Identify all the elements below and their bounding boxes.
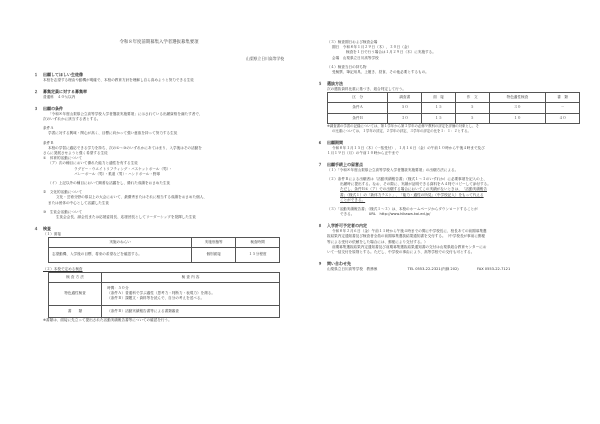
application-period: 令和８年１月１５日（木）（一括受付）、１月１６日（金）の午前１０時から午後４時まで及び: [332, 145, 485, 150]
selection-note-2: の比重については、１学年の評定、２学年の評定、３学年の評定の比を１：１：２とする。: [332, 128, 471, 133]
selection-intro: 次の選抜資料比重に基づき、総合判定して行う。: [327, 87, 406, 92]
section-4-heading: ４ 検査: [34, 226, 51, 232]
section-9-heading: ９ 問い合わせ先: [318, 261, 351, 267]
left-column: [34, 66, 284, 323]
table-row: 条件Ａ ５０ １５ ５ ３０ －: [328, 103, 580, 113]
section-1-heading: １ 出願してほしい生徒像: [34, 72, 83, 77]
condition-b-body: 本校の学習に適応できる学力を持ち、次の①～③のいずれかにあてはまり、入学後はその活動を: [48, 145, 202, 150]
table-row: 条件Ｂ ３０ １５ ５ １０ ４０: [328, 113, 580, 123]
venue-label: 会場: [332, 55, 340, 60]
contact-line: [318, 267, 586, 272]
procedure-item-2: （２）条件Ｂによる出願者は「活動実績報告書」（様式１～３のいずれか）に必要事項を記入の上、: [327, 176, 487, 181]
school-url-link[interactable]: http://www.hikawa.kai.ed.jp/: [379, 212, 431, 217]
section-6-heading: ６ 出願期間: [318, 139, 343, 145]
table-header: 検 査 方 法: [49, 272, 102, 282]
document-title: 令和８年度前期募集入学者選抜募集要項: [119, 40, 199, 45]
date-value: 令和８年１月２９日（木）、３０日（金）: [342, 45, 412, 50]
sports-list-1: ラグビー・ウエイトリフティング・バスケットボール（男）・: [74, 166, 173, 171]
selection-weight-table: 区 分 調査書 面 接 作 文 特色適性検査 書 類 条件Ａ ５０ １５ ５ ３０ － 条件Ｂ ３０ １５ ５ １０ ４０: [327, 92, 580, 124]
belongings-subheading: （４）検査当日の持ち物: [327, 64, 367, 69]
condition-b-body-2: さらに発展させようと強く希望する生徒: [43, 151, 108, 156]
table-row: 特色適性検査 時間：５０分 （条件Ａ）普通科で学ぶ適性（思考力・判断力・表現力）を測る。 （条件Ｂ）課題文・資料等を読んで、自分の考えを述べる。: [49, 283, 280, 306]
date-note: 検査を１日で行う場合は１月２９日（木）に実施する。: [346, 50, 436, 55]
exam-table: [48, 272, 280, 318]
section-3-intro: 「令和８年度山梨県公立高等学校入学者選抜実施要項」に示されている出願資格を満たす者で、: [48, 111, 203, 116]
contact-office: 山梨県立日川高等学校 教務係: [327, 266, 378, 271]
condition-b-label: 条件Ｂ: [43, 140, 54, 145]
table-header: 検査時間: [236, 238, 280, 248]
contact-fax: FAX 0553-22-7121: [477, 266, 511, 271]
section-8-heading: ８ 入学許可予定者の内定: [318, 223, 367, 229]
condition-b-item-2: ② 文化的活動について: [43, 190, 83, 195]
condition-b-item-3: ③ 生徒会活動について: [43, 209, 83, 214]
condition-b-item-1a: （ア）次の種目において優れた能力と適性を有する生徒: [48, 161, 138, 166]
contact-tel: TEL 0553-22-2321(内線 202): [407, 266, 459, 271]
right-column: （３）検査期日および検査会場 期日 令和８年１月２９日（木）、３０日（金） 検査を１日で行う場合は１月２９日（木）に実施する。 会場 山梨県立日川高等学校 （４）検査当日の持ち物 受検票、筆記用具、上履き、昼食、その他必要とするもの。 ５ 選抜方法 次の選抜資料比重に基づき、総合判定して行う。 区 分 調査書 面 接 作 文 特色適性検査 書 類 条件Ａ ５０ １５ ５ ３０ － 条件Ｂ ３０ １５ ５ １０ ４０ ※調査書の学習の記録については、第１学年から第３学年の必修９教科の評定を評価の対象とし、そ の比重については、１学年の評定、２学年の評定、３学年の評定の比を１：１：２とする。 ６ 出願期間 令和８年１月１５日（木）（一括受付）、１月１６日（金）の午前１０時から午後４時まで及び １月１９日（月）の午前１０時から正午まで ７ 出願手続上の留意点 （１）「令和８年度山梨県公立高等学校入学者選抜実施要項」の出願方法による。 （２）条件Ｂによる出願者は「活動実績報告書」（様式１～３のいずれか）に必要事項を記入の上、 出願時に提出する。なお、その際に、実績が証明できる資料をＡ４判でコピーして添付する。 ただし、条件Ｂ①（ア）での出願する場合においてこの実績がないときは、「活動実績報告 書」（様式１）の「新体力テスト」、「能力・適性の所見」（中学校記入）をもって代える ことができる。 （３）「活動実績報告書」（様式１～３）は、本校のホームページからダウンロードすることが できる。 URL http://www.hikawa.kai.ed.jp/ ８ 入学許可予定者の内定 令和８年２月６日（金）午前１１時から午後４時までの間に中学校長に、校長あての前期募集選 抜結果内定通知書及び検査者全員の前期募集選抜結果通知書を交付する。（中学校長が事前に郵便 等による受付の依頼をした場合には、郵便により交付する。） 前期募集選抜結果内定通知書及び前期募集選抜結果通知書の交付は山梨県総合教育センターにお いて一括交付を原則とする。ただし、中学校の事由により、高等学校での交付も可とする。 ９ 問い合わせ先 山梨県立日川高等学校 教務係 TEL 0553-22-2321(内線 202) FAX 0553-22-7121: [318, 40, 586, 272]
exam-subheading: （２）本校で定める検査: [43, 266, 83, 271]
interview-subheading: （１）面接: [43, 232, 61, 237]
condition-b-item-1: ① 体育的活動について: [43, 156, 83, 161]
belongings-list: 受検票、筆記用具、上履き、昼食、その他必要とするもの。: [332, 70, 429, 75]
section-3-intro-2: 次のいずれかに該当する者とする。: [43, 117, 101, 121]
table-header: 実施のねらい: [49, 238, 192, 248]
condition-b-item-1b: （イ）上記以外の種目において顕著な活躍をし、優れた成績をおさめた生徒: [48, 181, 171, 186]
table-header: 実施形態等: [192, 238, 236, 248]
section-1-body: 本校を志望する理由や動機が明確で、本校の教育方針を理解し自ら高めようと努力できる生徒: [43, 77, 194, 82]
condition-b-item-2-body-2: または団体の中心として活躍した生徒: [48, 200, 110, 205]
school-name: 山梨県立日川高等学校: [246, 56, 284, 61]
section-2-heading: ２ 募集定員に対する募集率: [34, 89, 87, 94]
condition-b-item-3-body: 生徒会会長、副会長または応援委員長、応援団長としてリーダーシップを発揮した生徒: [56, 215, 197, 220]
condition-b-item-2-body: 文化・芸術分野の県以上の大会において、最優秀またはそれに相当する成績をおさめた個人、: [56, 195, 207, 200]
condition-a-label: 条件Ａ: [43, 126, 54, 131]
admission-notice: 令和８年２月６日（金）午前１１時から午後４時までの間に中学校長に、校長あての前期募集選: [332, 229, 487, 234]
selection-note: ※調査書の学習の記録については、第１学年から第３学年の必修９教科の評定を評価の対象とし、そ: [327, 123, 479, 128]
section-7-heading: ７ 出願手続上の留意点: [318, 161, 363, 167]
section-5-heading: ５ 選抜方法: [318, 81, 343, 87]
table-row: 志望動機、入学後の目標、将来の希望などを確認する。 個別面接 １５分程度: [49, 248, 280, 262]
date-label: 期日: [332, 45, 340, 50]
interview-table: [48, 237, 280, 262]
application-period-2: １月１９日（月）の午前１０時から正午まで: [327, 150, 399, 155]
condition-a-body: 学習に対する興味・関心が高く、目標に向かって強い意欲を持って努力する生徒: [48, 131, 178, 136]
table-row: 書 類 （条件Ｂ）活動実績報告書等による書類審査: [49, 305, 280, 317]
table-header: 検 査 内 容: [102, 272, 280, 282]
exam-date-subheading: （３）検査期日および検査会場: [327, 40, 378, 44]
sports-list-2: バレーボール（男）・柔道（男）・ハンドボール・野球: [74, 171, 161, 176]
exam-note: ※書類は、面接に先立って提出された活動実績報告書等についての確認を行う。: [43, 317, 172, 322]
url-label: URL: [368, 212, 376, 217]
venue-value: 山梨県立日川高等学校: [342, 55, 379, 60]
section-3-heading: ３ 出願の条件: [34, 106, 63, 111]
procedure-item-3: （３）「活動実績報告書」（様式１～３）は、本校のホームページからダウンロードすることが: [327, 206, 478, 211]
procedure-item-1: （１）「令和８年度山梨県公立高等学校入学者選抜実施要項」の出願方法による。: [327, 167, 459, 172]
section-2-body: 普通科 ４０％以内: [43, 94, 76, 99]
